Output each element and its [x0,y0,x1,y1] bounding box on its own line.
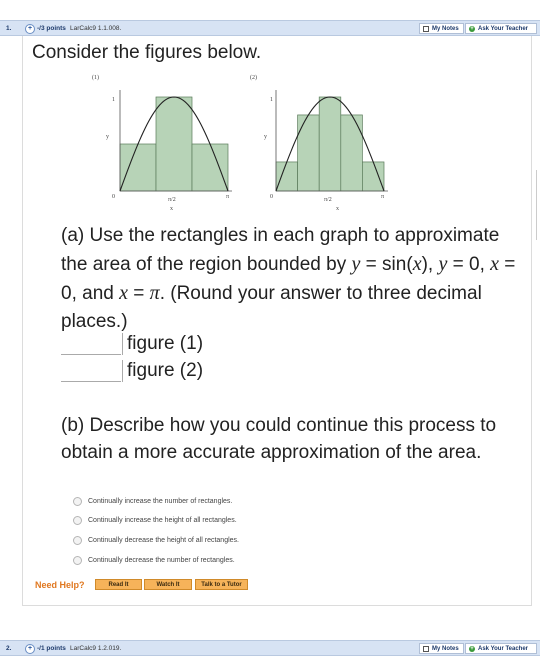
figure-1-rectangle [156,97,192,191]
option-label: Continually increase the height of all rectangles. [88,517,237,524]
question-number: 2. [6,645,12,652]
my-notes-label: My Notes [432,646,459,652]
figures-svg [0,70,540,215]
watch-it-button[interactable]: Watch It [144,579,192,590]
figure-1-rectangle [192,144,228,191]
question-points: -/3 points [37,25,66,32]
expand-icon[interactable]: + [25,644,35,654]
talk-to-tutor-button[interactable]: Talk to a Tutor [195,579,248,590]
part-b-prompt: (b) Describe how you could continue this process to obtain a more accurate approximation of the area. [61,415,497,463]
radio-button[interactable] [73,536,82,545]
figure-2-rectangle [341,115,363,191]
figure-1-x-label: x [170,206,173,212]
question-number: 1. [6,25,12,32]
figure-1-rectangle [120,144,156,191]
question-points: -/1 points [37,645,66,652]
ask-teacher-button[interactable] [465,23,537,34]
figure-1-x-tick-mid: π/2 [168,197,176,203]
answer-input-figure-2[interactable] [61,365,121,382]
answer-input-figure-1[interactable] [61,338,121,355]
plus-circle-icon: + [470,26,474,32]
figure-2-label: (2) [250,75,257,81]
ask-teacher-button[interactable] [465,643,537,654]
scroll-indicator[interactable] [536,170,540,240]
radio-button[interactable] [73,516,82,525]
notes-icon [423,26,429,32]
ask-teacher-label: Ask Your Teacher [478,646,529,652]
my-notes-button[interactable] [419,643,464,654]
figure-2-rectangle [319,97,341,191]
answer-row-figure-2 [61,360,203,382]
option-label: Continually decrease the height of all rectangles. [88,537,239,544]
radio-button[interactable] [73,497,82,506]
figure-1-y-tick: 1 [112,97,115,103]
option-label: Continually increase the number of rectangles. [88,498,233,505]
answer-label-figure-1: figure (1) [122,333,203,355]
question-1-header [0,20,540,36]
my-notes-label: My Notes [432,26,459,32]
ask-teacher-label: Ask Your Teacher [478,26,529,32]
answer-row-figure-1 [61,333,203,355]
figure-2-y-tick: 1 [270,97,273,103]
expand-icon[interactable]: + [25,24,35,34]
question-2-header [0,640,540,656]
figure-1-x-tick-0: 0 [112,194,115,200]
part-a-prompt: (a) Use the rectangles in each graph to approximate the area of the region bounded by y = sin(x), y = 0, x = 0, and x = π. (Round your answer to three decimal places.) [61,225,516,332]
question-source: LarCalc9 1.1.008. [70,25,122,32]
notes-icon [423,646,429,652]
figure-2-rectangle [362,162,384,191]
figure-1-y-label: y [106,134,109,140]
figure-2-x-tick-pi: π [381,194,385,200]
my-notes-button[interactable] [419,23,464,34]
plus-circle-icon: + [470,646,474,652]
figure-2-rectangle [276,162,298,191]
figure-1-x-tick-pi: π [226,194,230,200]
figure-1-label: (1) [92,75,99,81]
figure-1 [92,74,232,212]
answer-label-figure-2: figure (2) [122,360,203,382]
figure-2-rectangle [298,115,320,191]
figure-2-y-label: y [264,134,267,140]
radio-button[interactable] [73,556,82,565]
figure-2-x-label: x [336,206,339,212]
figure-2-x-tick-0: 0 [270,194,273,200]
option-label: Continually decrease the number of rectangles. [88,557,235,564]
figure-2-x-tick-mid: π/2 [324,197,332,203]
question-source: LarCalc9 1.2.019. [70,645,122,652]
read-it-button[interactable]: Read It [95,579,142,590]
figure-2 [250,74,388,212]
intro-text: Consider the figures below. [32,42,262,63]
need-help-label: Need Help? [35,580,85,590]
